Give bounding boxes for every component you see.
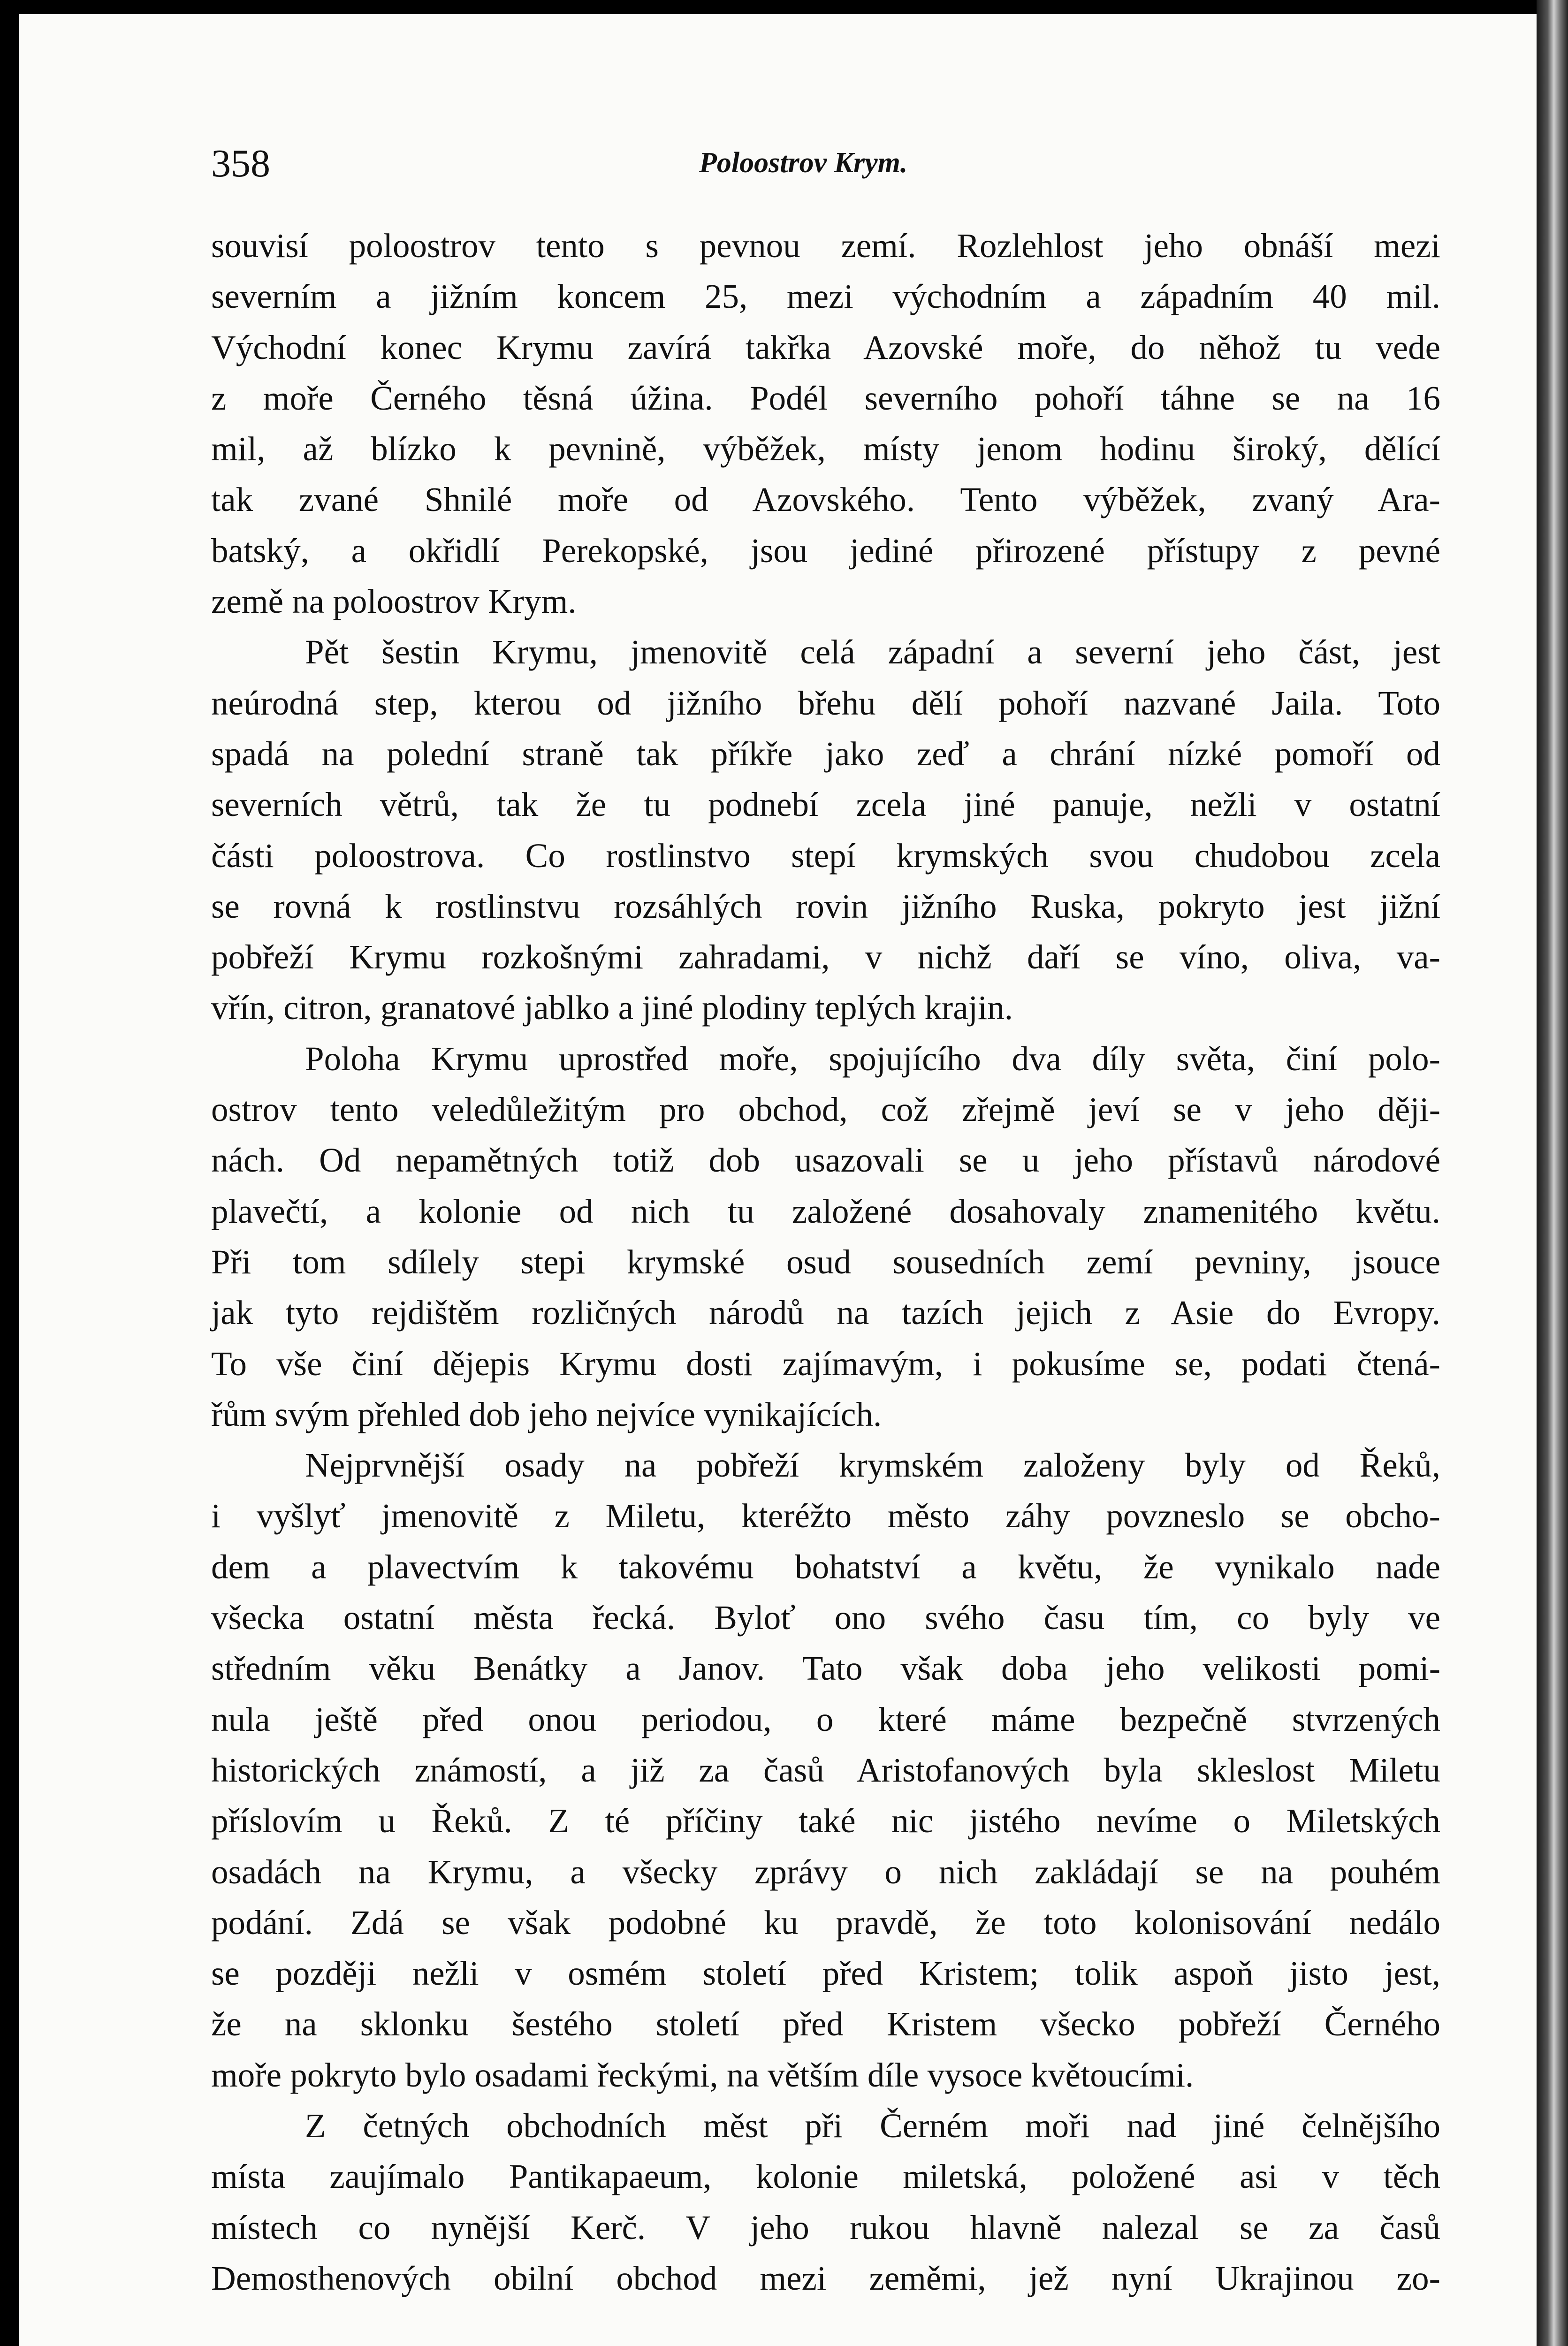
text-line: řům svým přehled dob jeho nejvíce vynikajících.	[211, 1395, 882, 1433]
text-line: příslovím u Řeků. Z té příčiny také nic jistého nevíme o Miletských	[211, 1802, 1440, 1840]
text-line: tak zvané Shnilé moře od Azovského. Tento výběžek, zvaný Ara-	[211, 480, 1440, 519]
text-line: se rovná k rostlinstvu rozsáhlých rovin jižního Ruska, pokryto jest jižní	[211, 887, 1440, 925]
paragraph-start-line: Nejprvnější osady na pobřeží krymském založeny byly od Řeků,	[305, 1446, 1440, 1485]
text-line: neúrodná step, kterou od jižního břehu dělí pohoří nazvané Jaila. Toto	[211, 684, 1440, 722]
body-text	[211, 221, 1440, 2304]
text-line: z moře Černého těsná úžina. Podél severního pohoří táhne se na 16	[211, 379, 1440, 417]
text-line: dem a plavectvím k takovému bohatství a květu, že vynikalo nade	[211, 1547, 1440, 1586]
text-line: jak tyto rejdištěm rozličných národů na tazích jejich z Asie do Evropy.	[211, 1294, 1440, 1332]
text-line: mil, až blízko k pevnině, výběžek, místy jenom hodinu široký, dělící	[211, 430, 1440, 468]
text-line: plavečtí, a kolonie od nich tu založené dosahovaly znamenitého květu.	[211, 1192, 1440, 1230]
paragraph-start-line: Pět šestin Krymu, jmenovitě celá západní a severní jeho část, jest	[305, 633, 1440, 671]
paragraph-start-line: Z četných obchodních měst při Černém moři nad jiné čelnějšího	[305, 2106, 1440, 2145]
text-line: souvisí poloostrov tento s pevnou zemí. Rozlehlost jeho obnáší mezi	[211, 227, 1440, 265]
text-line: severních větrů, tak že tu podnebí zcela jiné panuje, nežli v ostatní	[211, 785, 1440, 824]
text-line: že na sklonku šestého století před Kristem všecko pobřeží Černého	[211, 2005, 1440, 2043]
page-header	[211, 141, 1440, 197]
text-line: vřín, citron, granatové jablko a jiné plodiny teplých krajin.	[211, 989, 1013, 1027]
text-line: středním věku Benátky a Janov. Tato však doba jeho velikosti pomi-	[211, 1649, 1440, 1688]
text-line: moře pokryto bylo osadami řeckými, na větším díle vysoce květoucími.	[211, 2056, 1194, 2094]
text-line: historických známostí, a již za časů Aristofanových byla skleslost Miletu	[211, 1751, 1440, 1789]
text-line: Východní konec Krymu zavírá takřka Azovské moře, do něhož tu vede	[211, 328, 1440, 366]
text-line: místa zaujímalo Pantikapaeum, kolonie miletská, položené asi v těch	[211, 2157, 1440, 2196]
text-line: severním a jižním koncem 25, mezi východním a západním 40 mil.	[211, 277, 1440, 316]
text-line: osadách na Krymu, a všecky zprávy o nich zakládají se na pouhém	[211, 1852, 1440, 1891]
text-line: podání. Zdá se však podobné ku pravdě, že toto kolonisování nedálo	[211, 1903, 1440, 1942]
paragraph-start-line: Poloha Krymu uprostřed moře, spojujícího dva díly světa, činí polo-	[305, 1039, 1440, 1078]
running-title: Poloostrov Krym.	[699, 147, 908, 179]
text-line: části poloostrova. Co rostlinstvo stepí krymských svou chudobou zcela	[211, 836, 1440, 875]
page-number: 358	[211, 142, 270, 185]
text-line: země na poloostrov Krym.	[211, 582, 577, 621]
text-line: nula ještě před onou periodou, o které máme bezpečně stvrzených	[211, 1700, 1440, 1738]
text-line: nách. Od nepamětných totiž dob usazovali se u jeho přístavů národové	[211, 1141, 1440, 1180]
text-line: batský, a okřidlí Perekopské, jsou jediné přirozené přístupy z pevné	[211, 531, 1440, 570]
text-line: se později nežli v osmém století před Kristem; tolik aspoň jisto jest,	[211, 1954, 1440, 1993]
text-line: Při tom sdílely stepi krymské osud sousedních zemí pevniny, jsouce	[211, 1242, 1440, 1281]
text-line: i vyšlyť jmenovitě z Miletu, kteréžto město záhy povzneslo se obcho-	[211, 1497, 1440, 1535]
text-line: ostrov tento veledůležitým pro obchod, což zřejmě jeví se v jeho ději-	[211, 1090, 1440, 1129]
page-edge	[1537, 0, 1568, 2346]
text-line: pobřeží Krymu rozkošnými zahradami, v nichž daří se víno, oliva, va-	[211, 938, 1440, 976]
text-line: místech co nynější Kerč. V jeho rukou hlavně nalezal se za časů	[211, 2208, 1440, 2247]
text-line: To vše činí dějepis Krymu dosti zajímavým, i pokusíme se, podati čtená-	[211, 1344, 1440, 1383]
text-line: Demosthenových obilní obchod mezi zeměmi, jež nyní Ukrajinou zo-	[211, 2259, 1440, 2297]
text-line: všecka ostatní města řecká. Byloť ono svého času tím, co byly ve	[211, 1599, 1440, 1637]
text-line: spadá na polední straně tak příkře jako zeď a chrání nízké pomoří od	[211, 734, 1440, 773]
